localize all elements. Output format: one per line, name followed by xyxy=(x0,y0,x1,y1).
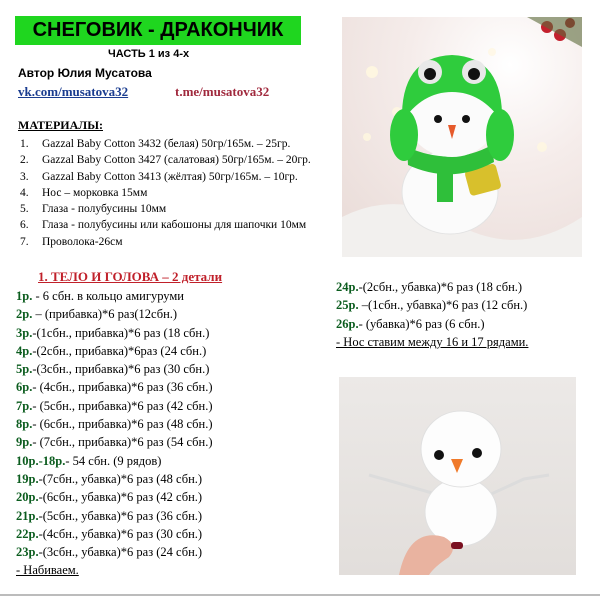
photo-top xyxy=(342,17,582,257)
dragon-snowman-illustration xyxy=(342,17,582,257)
row: 6р.- (4сбн., прибавка)*6 раз (36 сбн.) xyxy=(16,380,213,395)
materials-list xyxy=(20,136,311,250)
row: 21р.-(5сбн., убавка)*6 раз (36 сбн.) xyxy=(16,508,203,523)
photo-bottom xyxy=(339,377,576,575)
list-item: 5. Глаза - полубусины 10мм xyxy=(20,203,167,216)
rows-left xyxy=(16,287,213,580)
materials-title: МАТЕРИАЛЫ: xyxy=(18,118,103,132)
row: 2р. – (прибавка)*6 раз(12сбн.) xyxy=(16,307,178,322)
list-item: 3. Gazzal Baby Cotton 3413 (жёлтая) 50гр/165м. – 10гр. xyxy=(20,170,298,183)
vk-link[interactable]: vk.com/musatova32 xyxy=(18,84,129,99)
row: 1р. - 6 сбн. в кольцо амигуруми xyxy=(16,289,184,303)
row: 8р.- (6сбн., прибавка)*6 раз (48 сбн.) xyxy=(16,417,213,432)
row: 10р.-18р.- 54 сбн. (9 рядов) xyxy=(16,453,162,468)
row: 9р.- (7сбн., прибавка)*6 раз (54 сбн.) xyxy=(16,435,213,450)
list-item: 1. Gazzal Baby Cotton 3432 (белая) 50гр/165м. – 25гр. xyxy=(20,138,291,150)
list-item: 6. Глаза - полубусины или кабошоны для шапочки 10мм xyxy=(20,219,307,232)
list-item: 7. Проволока-26см xyxy=(20,235,123,248)
row: 5р.-(3сбн., прибавка)*6 раз (30 сбн.) xyxy=(16,362,210,377)
row: 23р.-(3сбн., убавка)*6 раз (24 сбн.) xyxy=(16,545,203,560)
row: 25р. –(1сбн., убавка)*6 раз (12 сбн.) xyxy=(336,298,528,313)
rows-right xyxy=(336,278,528,351)
page-title: СНЕГОВИК - ДРАКОНЧИК xyxy=(15,16,301,45)
note-stuff: - Набиваем. xyxy=(16,563,79,578)
row: 20р.-(6сбн., убавка)*6 раз (42 сбн.) xyxy=(16,490,203,505)
row: 4р.-(2сбн., прибавка)*6раз (24 сбн.) xyxy=(16,343,207,358)
footer-divider xyxy=(0,594,600,596)
list-item: 4. Нос – морковка 15мм xyxy=(20,186,148,199)
note-nose: - Нос ставим между 16 и 17 рядами. xyxy=(336,334,529,349)
telegram-link[interactable]: t.me/musatova32 xyxy=(175,84,270,99)
list-item: 2. Gazzal Baby Cotton 3427 (салатовая) 50гр/165м. – 20гр. xyxy=(20,154,311,167)
part-label: ЧАСТЬ 1 из 4-х xyxy=(108,48,190,60)
row: 22р.-(4сбн., убавка)*6 раз (30 сбн.) xyxy=(16,526,203,541)
row: 7р.- (5сбн., прибавка)*6 раз (42 сбн.) xyxy=(16,398,213,413)
row: 24р.-(2сбн., убавка)*6 раз (18 сбн.) xyxy=(336,280,523,294)
row: 3р.-(1сбн., прибавка)*6 раз (18 сбн.) xyxy=(16,325,210,340)
section-title: 1. ТЕЛО И ГОЛОВА – 2 детали xyxy=(38,269,223,284)
row: 26р.- (убавка)*6 раз (6 сбн.) xyxy=(336,316,485,331)
row: 19р.-(7сбн., убавка)*6 раз (48 сбн.) xyxy=(16,471,203,486)
white-snowman-illustration xyxy=(339,377,576,575)
author: Автор Юлия Мусатова xyxy=(18,66,152,80)
